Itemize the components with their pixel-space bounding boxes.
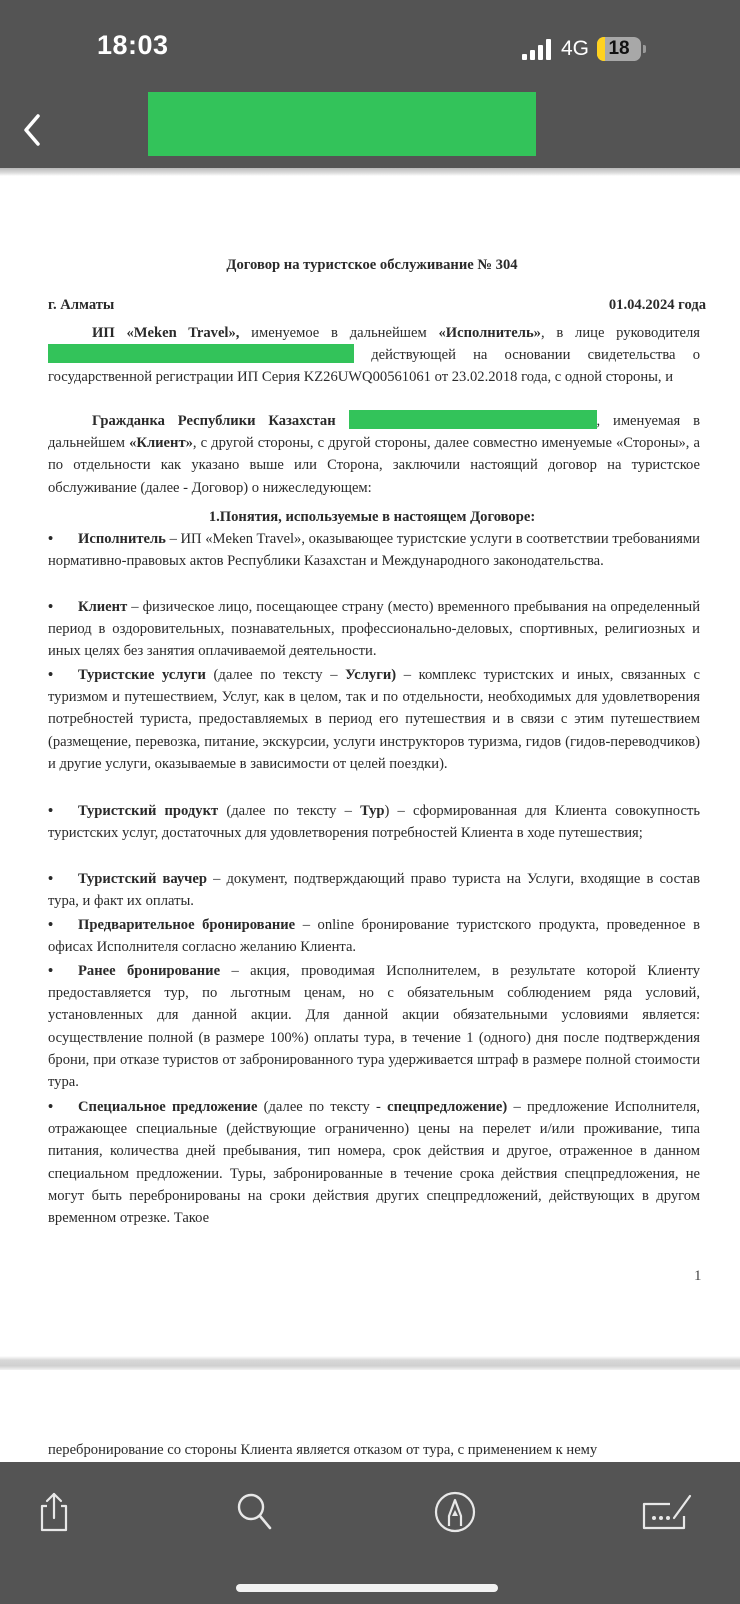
search-icon (234, 1490, 274, 1534)
bullet: • (48, 963, 54, 979)
top-bar (0, 0, 740, 168)
definition-text: (далее по тексту - (257, 1099, 388, 1115)
markup-button[interactable] (433, 1490, 477, 1534)
fill-and-sign-button[interactable] (640, 1490, 696, 1534)
client-label: Гражданка Республики Казахстан (92, 413, 336, 429)
document-title: Договор на туристское обслуживание № 304 (226, 257, 518, 273)
cellular-signal-icon (522, 38, 551, 60)
definition-text: – ИП «Meken Travel», оказывающее туристские услуги в соответствии требованиями нормативно-правовых актов Республики Казахстан и Международного законодательства. (48, 531, 700, 570)
term: «Исполнитель» (438, 325, 541, 341)
definition-item (48, 960, 700, 1093)
battery-tip (643, 45, 646, 53)
section-title: 1.Понятия, используемые в настоящем Договоре: (208, 509, 536, 525)
bullet: • (48, 871, 54, 887)
intro-paragraph-2 (48, 410, 700, 499)
text: , именуемая в дальнейшем (48, 413, 701, 452)
document-city: г. Алматы (48, 297, 115, 313)
text: , с другой стороны, с другой стороны, далее совместно именуемые «Стороны», а по отдельности как указано выше или Сторона, заключили настоящий договор на туристское обслуживание (далее - Договор) о нижеследующем: (48, 435, 700, 496)
bullet: • (48, 917, 54, 933)
definition-text: – акция, проводимая Исполнителем, в результате которой Клиенту предоставляется тур, по льготным ценам, но с обязательным соблюдением ряда условий, установленных для данной акции. Для данной акции обязательными условиями является: осуществление полной (в размере 100%) оплаты тура, в течение 1 (одного) дня после подтверждения брони, при отказе туристов от забронированного тура удерживается штраф в размере полной стоимости тура. (48, 963, 700, 1091)
definition-text: ) – сформированная для Клиента совокупность туристских услуг, достаточных для удовлетворения потребностей Клиента в ходе путешествия; (48, 803, 700, 842)
definition-item (48, 914, 700, 958)
home-indicator[interactable] (236, 1584, 498, 1592)
definition-item (48, 1096, 700, 1229)
definition-item (48, 528, 700, 572)
document-page (0, 176, 740, 1356)
definition-item (48, 800, 700, 844)
battery-level: 18 (608, 38, 630, 59)
definition-text: (далее по тексту – (205, 667, 346, 683)
intro-paragraph-1 (48, 322, 700, 389)
definition-term: Предварительное бронирование (78, 917, 296, 933)
battery-icon (597, 37, 641, 61)
text: , в лице руководителя (540, 325, 700, 341)
fill-and-sign-icon (640, 1490, 696, 1534)
bullet: • (48, 803, 54, 819)
definition-text: – документ, подтверждающий право туриста на Услуги, входящие в состав тура, и факт их оплаты. (48, 871, 700, 910)
page-separator (0, 1356, 740, 1370)
back-button[interactable] (18, 110, 48, 150)
definition-term: Исполнитель (78, 531, 166, 547)
top-bar-shadow (0, 168, 740, 176)
bullet: • (48, 599, 54, 615)
definition-item (48, 868, 700, 912)
executor-name: ИП «Meken Travel», (92, 325, 240, 341)
battery-fill (597, 37, 605, 61)
definition-term: Специальное предложение (78, 1099, 258, 1115)
definition-term: Туристский продукт (78, 803, 219, 819)
page-number: 1 (694, 1268, 702, 1284)
status-time: 18:03 (97, 30, 169, 60)
definition-term: спецпредложение) (387, 1099, 508, 1115)
definition-term: Услуги) (345, 667, 397, 683)
bullet: • (48, 531, 54, 547)
markup-pen-icon (433, 1490, 477, 1534)
document-date: 01.04.2024 года (608, 297, 706, 313)
title-redaction (148, 92, 536, 156)
redaction (48, 344, 354, 363)
text: действующей на основании свидетельства о государственной регистрации ИП Серия KZ26UWQ00561061 от 23.02.2018 года, с одной стороны, и (48, 347, 700, 386)
definition-item (48, 596, 700, 663)
network-type: 4G (561, 37, 590, 60)
status-indicators (522, 34, 646, 64)
bullet: • (48, 667, 54, 683)
definition-text: – физическое лицо, посещающее страну (место) временного пребывания на определенный период в оздоровительных, познавательных, профессионально-деловых, спортивных, религиозных и иных целях без занятия оплачиваемой деятельности. (48, 599, 700, 660)
definition-term: Тур (360, 803, 385, 819)
definition-text: – комплекс туристских и иных, связанных с туризмом и путешествием, Услуг, как в целом, так и по отдельности, необходимых для удовлетворения потребностей туриста, предоставляемых в период его путешествия и в связи с этим путешествием (размещение, перевозка, питание, экскурсии, услуги инструкторов туризма, гидов (гидов-переводчиков) и другие услуги, оказываемые в зависимости от целей поездки). (48, 667, 700, 772)
definition-term: Туристский ваучер (78, 871, 208, 887)
definition-term: Клиент (78, 599, 128, 615)
page-2-first-line: перебронирование со стороны Клиента является отказом от тура, с применением к нему (48, 1442, 598, 1458)
share-icon (34, 1490, 74, 1534)
document-page-2 (0, 1370, 740, 1460)
definition-term: Туристские услуги (78, 667, 206, 683)
search-button[interactable] (232, 1490, 276, 1534)
share-button[interactable] (32, 1490, 76, 1534)
definition-text: – online бронирование туристского продукта, проведенное в офисах Исполнителя согласно желанию Клиента. (48, 917, 700, 956)
text: именуемое в дальнейшем (239, 325, 439, 341)
definition-text: (далее по тексту – (218, 803, 361, 819)
term: «Клиент» (129, 435, 193, 452)
chevron-left-icon (18, 110, 48, 150)
bullet: • (48, 1099, 54, 1115)
definition-term: Ранее бронирование (78, 963, 221, 979)
definition-item (48, 664, 700, 775)
redaction (349, 410, 597, 429)
definition-text: – предложение Исполнителя, отражающее специальные (действующие ограниченно) цены на перелет и/или проживание, типа питания, количества дней пребывания, тип номера, срок действия и другое, отраженное в данном специальном предложении. Туры, забронированные в течение срока действия спецпредложения, не могут быть перебронированы на сроки действия других спецпредложений, действующих в другом временном отрезке. Такое (48, 1099, 700, 1227)
bottom-toolbar (0, 1462, 740, 1604)
